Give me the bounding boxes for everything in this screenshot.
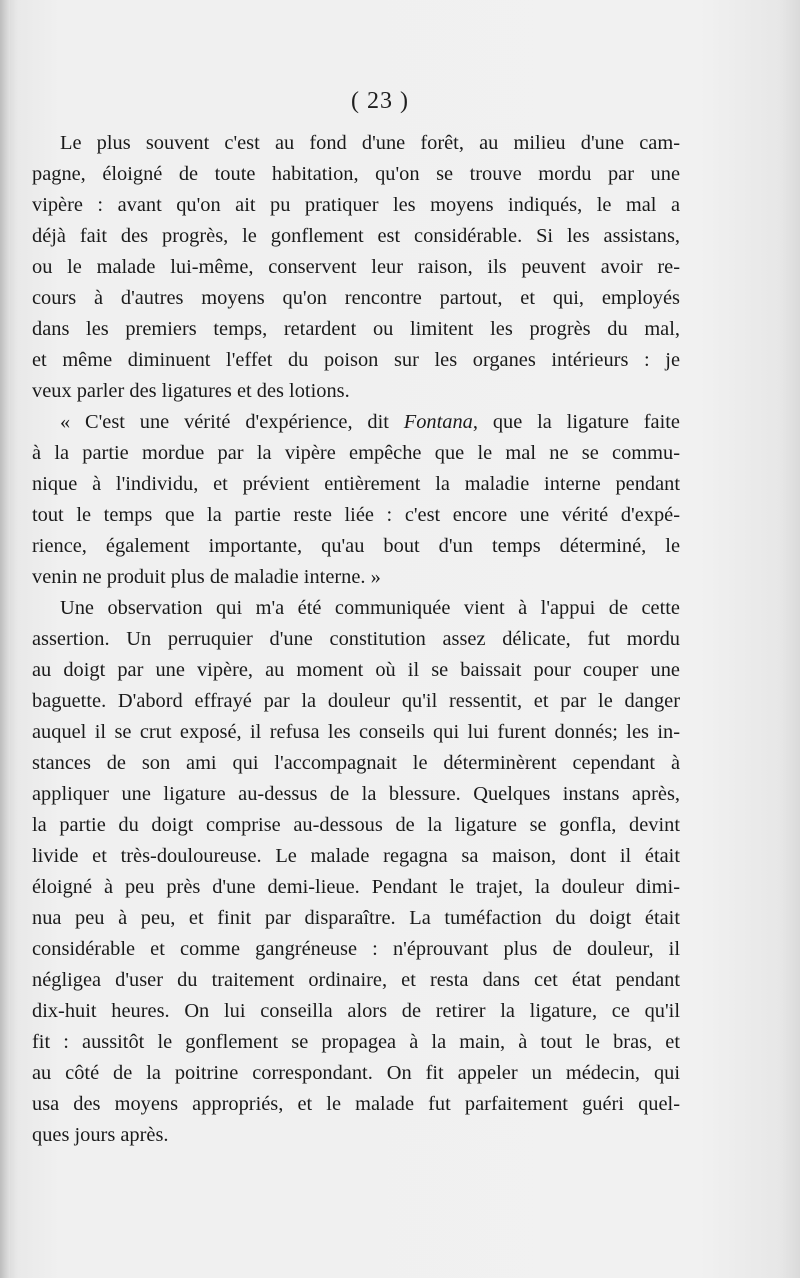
text-line: négligea d'user du traitement ordinaire, et resta dans cet état pendant xyxy=(32,969,680,991)
text-line: la partie du doigt comprise au-dessous de la ligature se gonfla, devint xyxy=(32,814,680,836)
text-line: déjà fait des progrès, le gonflement est considérable. Si les assistans, xyxy=(32,225,680,247)
page-number: ( 23 ) xyxy=(351,88,409,114)
text-line: fit : aussitôt le gonflement se propagea à la main, à tout le bras, et xyxy=(32,1031,680,1053)
text-line: au doigt par une vipère, au moment où il se baissait pour couper une xyxy=(32,659,680,681)
author-name: Fontana xyxy=(403,411,473,433)
text-line: appliquer une ligature au-dessus de la blessure. Quelques instans après, xyxy=(32,783,680,805)
text-line: nua peu à peu, et finit par disparaître. La tuméfaction du doigt était xyxy=(32,907,680,929)
text-line: cours à d'autres moyens qu'on rencontre partout, et qui, employés xyxy=(32,287,680,309)
text-line: ou le malade lui-même, conservent leur raison, ils peuvent avoir re- xyxy=(32,256,680,278)
text-line: éloigné à peu près d'une demi-lieue. Pendant le trajet, la douleur dimi- xyxy=(32,876,680,898)
text-line: assertion. Un perruquier d'une constitution assez délicate, fut mordu xyxy=(32,628,680,650)
text-line: vipère : avant qu'on ait pu pratiquer les moyens indiqués, le mal a xyxy=(32,194,680,216)
text-line: veux parler des ligatures et des lotions. xyxy=(32,380,350,402)
page-binding-edge xyxy=(0,0,10,1278)
text-line: livide et très-douloureuse. Le malade regagna sa maison, dont il était xyxy=(32,845,680,867)
text-line: usa des moyens appropriés, et le malade fut parfaitement guéri quel- xyxy=(32,1093,680,1115)
text-line: à la partie mordue par la vipère empêche que le mal ne se commu- xyxy=(32,442,680,464)
text-line: stances de son ami qui l'accompagnait le déterminèrent cependant à xyxy=(32,752,680,774)
text-line: rience, également importante, qu'au bout d'un temps déterminé, le xyxy=(32,535,680,557)
text-line: tout le temps que la partie reste liée : c'est encore une vérité d'expé- xyxy=(32,504,680,526)
text-line: nique à l'individu, et prévient entièrement la maladie interne pendant xyxy=(32,473,680,495)
text-line: considérable et comme gangréneuse : n'éprouvant plus de douleur, il xyxy=(32,938,680,960)
text-line: au côté de la poitrine correspondant. On fit appeler un médecin, qui xyxy=(32,1062,680,1084)
text-line: pagne, éloigné de toute habitation, qu'on se trouve mordu par une xyxy=(32,163,680,185)
text-line: « C'est une vérité d'expérience, dit Fontana, que la ligature faite xyxy=(60,411,680,433)
text-line: baguette. D'abord effrayé par la douleur qu'il ressentit, et par le danger xyxy=(32,690,680,712)
text-line: ques jours après. xyxy=(32,1124,169,1146)
body-text xyxy=(32,128,680,1151)
text-line: dix-huit heures. On lui conseilla alors de retirer la ligature, ce qu'il xyxy=(32,1000,680,1022)
text-line: Le plus souvent c'est au fond d'une forêt, au milieu d'une cam- xyxy=(60,132,680,154)
text-line: Une observation qui m'a été communiquée vient à l'appui de cette xyxy=(60,597,680,619)
text-line: venin ne produit plus de maladie interne. » xyxy=(32,566,381,588)
text-line: et même diminuent l'effet du poison sur les organes intérieurs : je xyxy=(32,349,680,371)
text-line: dans les premiers temps, retardent ou limitent les progrès du mal, xyxy=(32,318,680,340)
text-line: auquel il se crut exposé, il refusa les conseils qui lui furent donnés; les in- xyxy=(32,721,680,743)
